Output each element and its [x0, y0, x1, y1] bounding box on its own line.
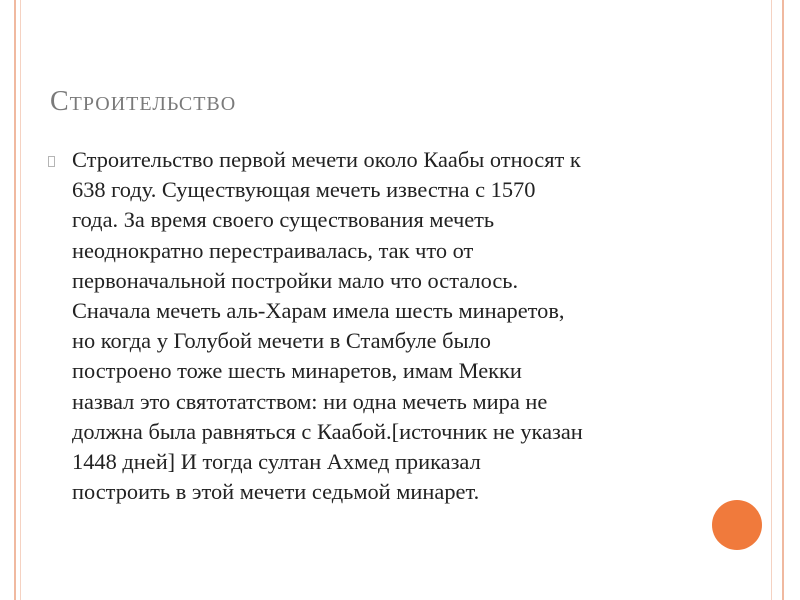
body-line: построить в этой мечети седьмой минарет. — [72, 479, 480, 505]
body-line: назвал это святотатством: ни одна мечеть мира не — [72, 388, 548, 414]
body-line: но когда у Голубой мечети в Стамбуле было — [72, 328, 491, 354]
body-line: 1448 дней] И тогда султан Ахмед приказал — [72, 449, 481, 475]
body-line: должна была равняться с Каабой.[источник не указан — [72, 418, 583, 444]
body-line: 638 году. Существующая мечеть известна с 1570 — [72, 177, 536, 203]
slide-body-text — [72, 145, 702, 507]
decorative-orange-circle — [712, 500, 762, 550]
body-line: неоднократно перестраивалась, так что от — [72, 237, 474, 263]
body-line: первоначальной постройки мало что осталось. — [72, 267, 519, 293]
body-line: Строительство первой мечети около Каабы относят к — [72, 147, 581, 172]
bullet-square-icon — [48, 156, 55, 167]
body-line: построено тоже шесть минаретов, имам Мекки — [72, 358, 522, 384]
body-line: года. За время своего существования мечеть — [72, 207, 495, 233]
body-line: Сначала мечеть аль-Харам имела шесть минаретов, — [72, 298, 565, 324]
slide-title: Строительство — [50, 86, 237, 117]
